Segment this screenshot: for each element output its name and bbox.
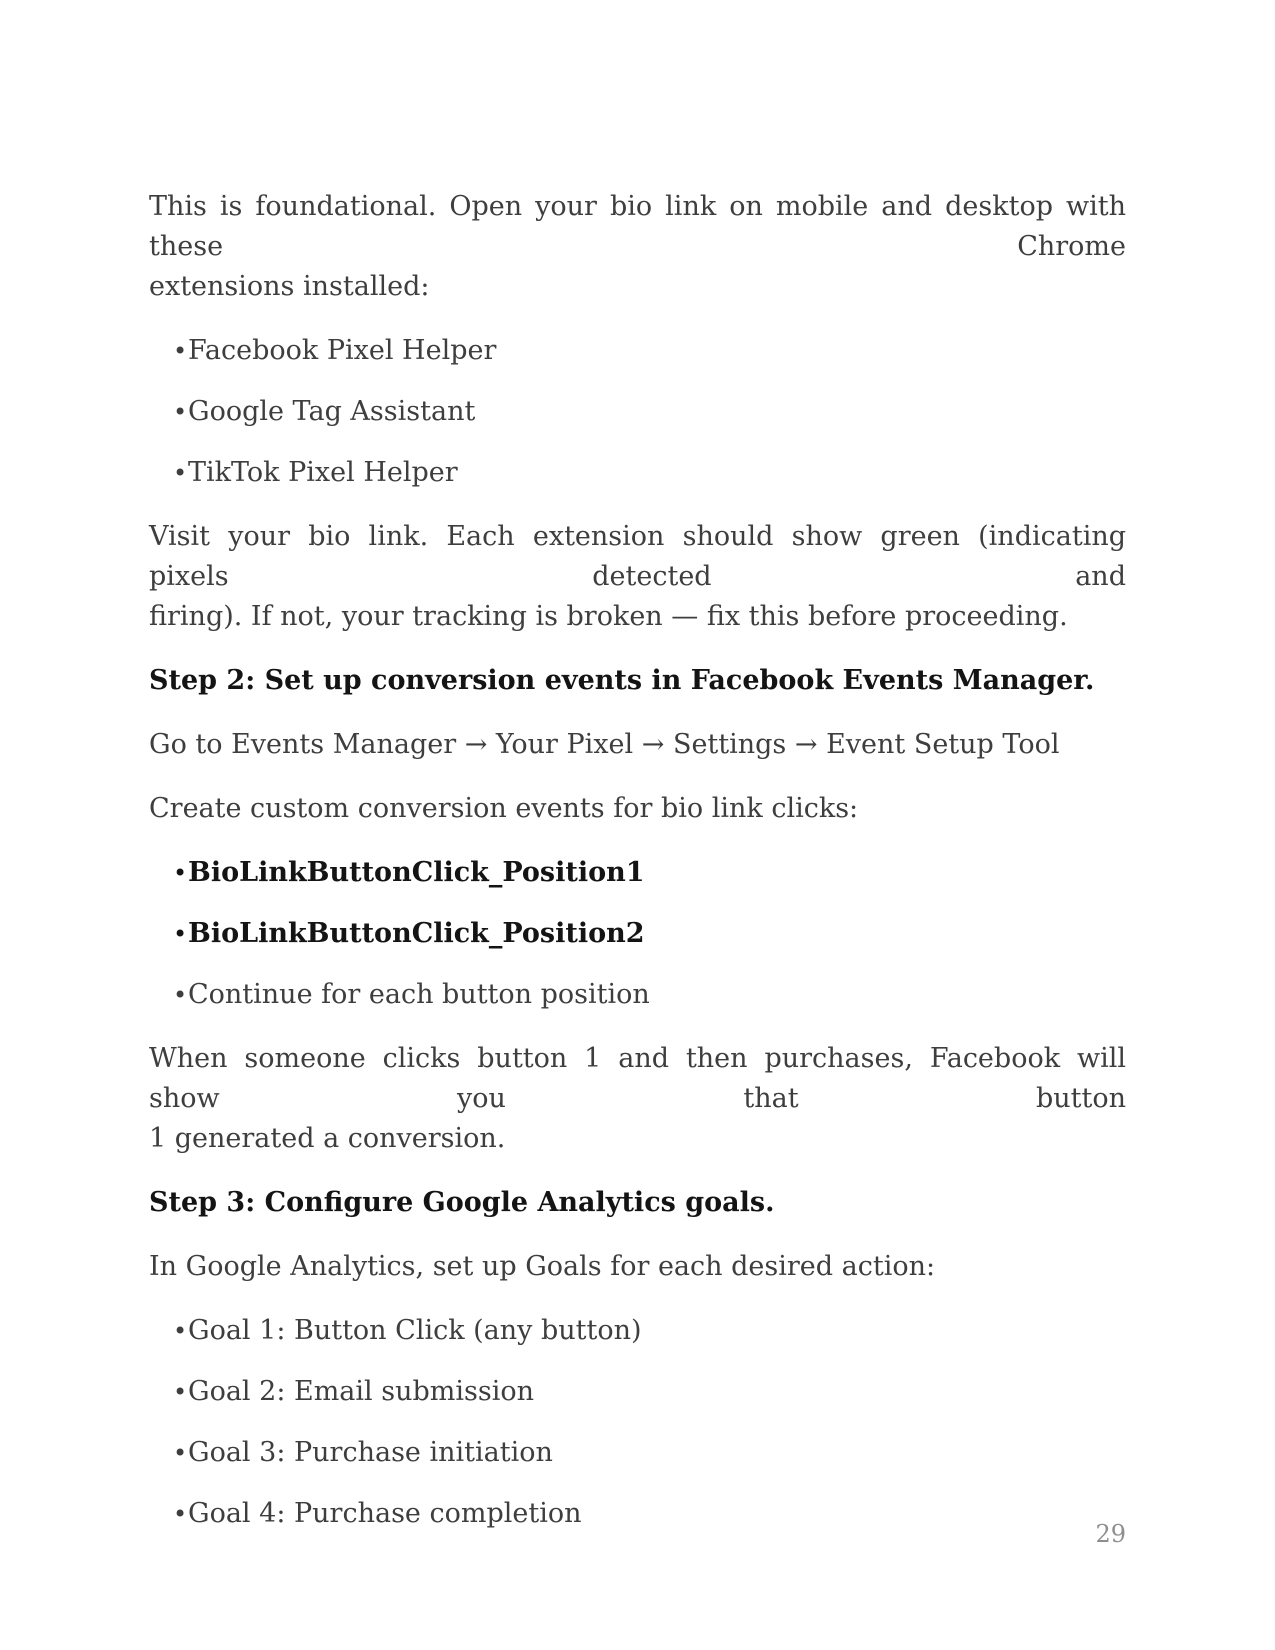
list-item	[149, 453, 1126, 493]
list-item	[149, 975, 1126, 1015]
list-item	[149, 331, 1126, 371]
list-item	[149, 1311, 1126, 1351]
bullet-marker-icon: •	[173, 398, 188, 426]
list-item-text: BioLinkButtonClick_Position1	[188, 857, 645, 888]
list-item-text: BioLinkButtonClick_Position2	[188, 918, 645, 949]
list-item-text: Goal 2: Email submission	[188, 1376, 535, 1407]
bullet-marker-icon: •	[173, 981, 188, 1009]
bullet-marker-icon: •	[173, 859, 188, 887]
text-line: When someone clicks button 1 and then purchases, Facebook will show you that button	[149, 1043, 1126, 1114]
bullet-marker-icon: •	[173, 1317, 188, 1345]
list-item	[149, 853, 1126, 893]
text-line: extensions installed:	[149, 271, 430, 302]
bullet-list	[149, 853, 1126, 1015]
list-item	[149, 392, 1126, 432]
document-content	[149, 187, 1126, 1534]
paragraph	[149, 187, 1126, 307]
bullet-marker-icon: •	[173, 1500, 188, 1528]
text-line: In Google Analytics, set up Goals for each desired action:	[149, 1251, 936, 1282]
list-item-text: Google Tag Assistant	[188, 396, 476, 427]
paragraph	[149, 1247, 1126, 1287]
page-number: 29	[1095, 1520, 1126, 1548]
text-line: 1 generated a conversion.	[149, 1123, 506, 1154]
list-item-text: Goal 1: Button Click (any button)	[188, 1315, 642, 1346]
list-item-text: Facebook Pixel Helper	[188, 335, 497, 366]
text-line: firing). If not, your tracking is broken — fix this before proceeding.	[149, 601, 1068, 632]
list-item-text: TikTok Pixel Helper	[188, 457, 458, 488]
paragraph	[149, 1039, 1126, 1159]
section-heading: Step 2: Set up conversion events in Facebook Events Manager.	[149, 665, 1095, 696]
text-line: Visit your bio link. Each extension should show green (indicating pixels detected and	[149, 521, 1126, 592]
text-line: This is foundational. Open your bio link on mobile and desktop with these Chrome	[149, 191, 1126, 262]
paragraph	[149, 517, 1126, 637]
list-item-text: Goal 3: Purchase initiation	[188, 1437, 553, 1468]
bullet-marker-icon: •	[173, 1439, 188, 1467]
section-heading: Step 3: Configure Google Analytics goals.	[149, 1187, 775, 1218]
bullet-marker-icon: •	[173, 337, 188, 365]
list-item-text: Continue for each button position	[188, 979, 650, 1010]
paragraph	[149, 725, 1126, 765]
bullet-marker-icon: •	[173, 920, 188, 948]
bullet-list	[149, 1311, 1126, 1534]
bullet-marker-icon: •	[173, 459, 188, 487]
paragraph	[149, 789, 1126, 829]
list-item	[149, 914, 1126, 954]
text-line: Create custom conversion events for bio link clicks:	[149, 793, 859, 824]
text-line: Go to Events Manager → Your Pixel → Settings → Event Setup Tool	[149, 729, 1060, 760]
bullet-marker-icon: •	[173, 1378, 188, 1406]
list-item	[149, 1494, 1126, 1534]
list-item	[149, 1372, 1126, 1412]
list-item	[149, 1433, 1126, 1473]
bullet-list	[149, 331, 1126, 493]
list-item-text: Goal 4: Purchase completion	[188, 1498, 582, 1529]
